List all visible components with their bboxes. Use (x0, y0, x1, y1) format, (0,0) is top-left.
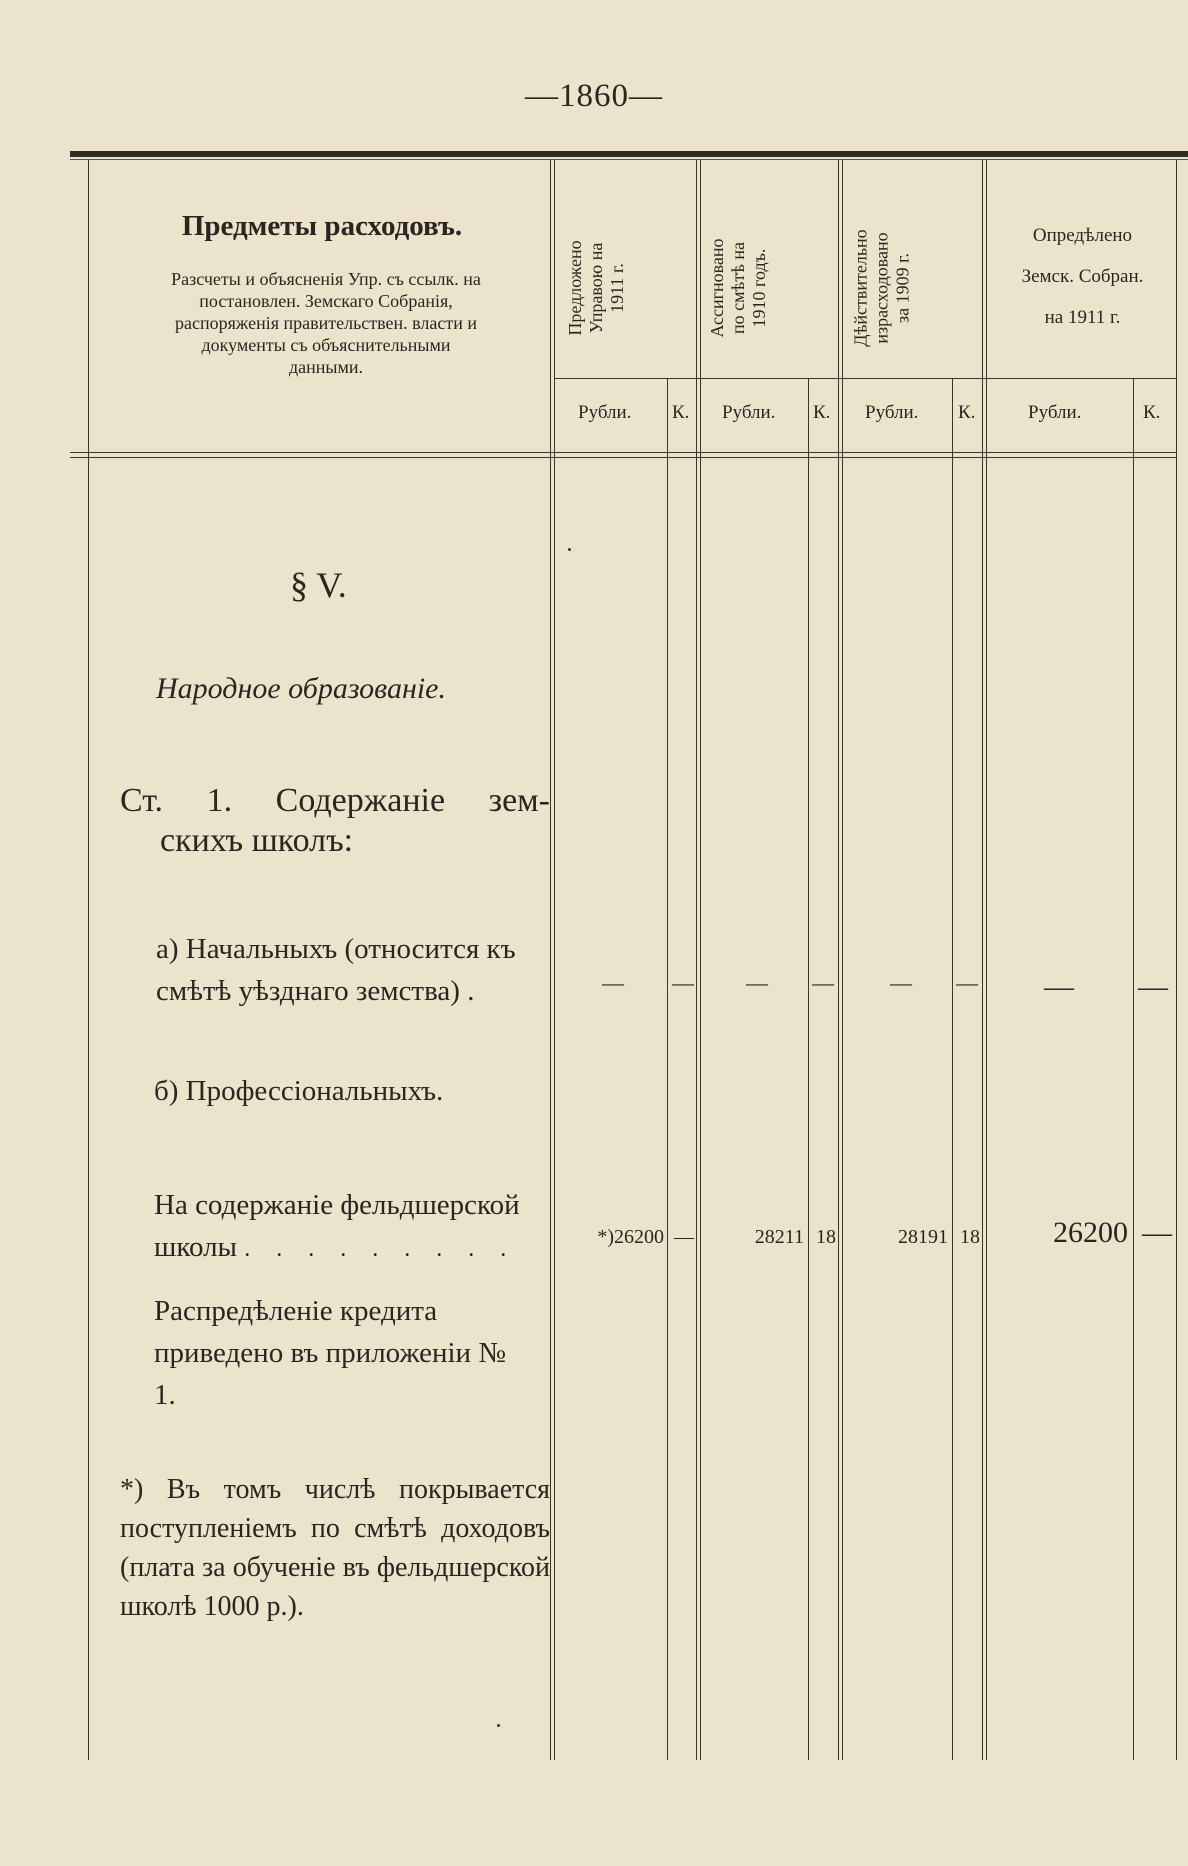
top-thick-rule (70, 151, 1188, 157)
article-heading: Ст. 1. Содержаніе зем- (120, 782, 550, 819)
page-number: —1860— (525, 78, 663, 114)
col-divider-1 (696, 160, 697, 1760)
col-header-assigned: Ассигновано по смѣтѣ на 1910 годъ. (707, 238, 769, 338)
school-spent-kop: 18 (960, 1226, 980, 1248)
row-a-determined-rub: — (1044, 970, 1074, 1003)
table-right-border (1176, 160, 1177, 1760)
unit-rub-1: Рубли. (578, 402, 632, 423)
item-c-text: На содержаніе фельдшерской школы (154, 1189, 520, 1263)
footnote: *) Въ томъ числѣ покрывается поступленіемъ по смѣтѣ доходовъ (плата за обученіе въ фельдшерской школѣ 1000 р.). (120, 1474, 550, 1622)
print-speck (497, 1724, 500, 1727)
school-proposed-kop: — (674, 1226, 694, 1248)
row-a-spent-kop: — (956, 970, 978, 995)
credit-distribution-note: Распредѣленіе кредита приведено въ приложеніи № 1. (154, 1295, 506, 1411)
col-divider-3b (986, 160, 987, 1760)
row-a-determined-kop: — (1138, 970, 1168, 1003)
header-title: Предметы расходовъ. (181, 210, 463, 242)
col-divider-4-kop (1133, 378, 1134, 1760)
school-assigned-kop: 18 (816, 1226, 836, 1248)
school-assigned-rub: 28211 (754, 1226, 804, 1248)
col-divider-2b (842, 160, 843, 1760)
row-a-proposed-kop: — (672, 970, 694, 995)
school-determined-rub: 26200 (1053, 1216, 1128, 1249)
unit-rub-3: Рубли. (865, 402, 919, 423)
unit-kop-3: К. (958, 402, 976, 423)
col-divider-2-kop (808, 378, 809, 1760)
col-divider-1b (700, 160, 701, 1760)
row-a-proposed-rub: — (602, 970, 624, 995)
unit-rub-2: Рубли. (722, 402, 776, 423)
school-proposed-rub: *)26200 (597, 1226, 664, 1248)
row-a-assigned-kop: — (812, 970, 834, 995)
row-a-assigned-rub: — (746, 970, 768, 995)
table-left-border (88, 160, 89, 1760)
item-b-professional-schools: б) Профессіональныхъ. (154, 1075, 444, 1107)
item-c-leader-dots: . . . . . . . . . (244, 1236, 517, 1262)
article-heading-cont: скихъ школъ: (160, 822, 354, 859)
col-divider-text (550, 160, 551, 1760)
section-title: Народное образованіе. (156, 672, 446, 705)
unit-kop-1: К. (672, 402, 690, 423)
unit-kop-4: К. (1143, 402, 1161, 423)
print-speck (568, 548, 571, 551)
top-thin-rule (70, 159, 1188, 160)
row-a-spent-rub: — (890, 970, 912, 995)
header-subtitle: Разсчеты и объясненія Упр. съ ссылк. на постановлен. Земскаго Собранія, распоряженія правительствен. власти и документы съ объяснительными данными. (171, 269, 481, 377)
section-sign: § V. (290, 565, 347, 605)
col-divider-2 (838, 160, 839, 1760)
header-bottom-rule (70, 452, 1176, 453)
col-divider-3-kop (952, 378, 953, 1760)
col-header-determined: Опредѣлено Земск. Собран. на 1911 г. (1021, 225, 1144, 328)
school-spent-rub: 28191 (898, 1226, 948, 1248)
item-a-primary-schools: а) Начальныхъ (относится къ смѣтѣ уѣзднаго земства) . (156, 933, 516, 1007)
header-bottom-rule-b (70, 457, 1176, 458)
unit-rub-4: Рубли. (1028, 402, 1082, 423)
col-divider-3 (982, 160, 983, 1760)
col-header-proposed: Предложено Управою на 1911 г. (565, 240, 627, 336)
school-determined-kop: — (1142, 1216, 1172, 1249)
col-header-spent: Дѣйствительно израсходовано за 1909 г. (850, 229, 913, 347)
unit-kop-2: К. (813, 402, 831, 423)
col-divider-text-b (554, 160, 555, 1760)
col-divider-1-kop (667, 378, 668, 1760)
item-c-feldsher-school (154, 1184, 549, 1270)
